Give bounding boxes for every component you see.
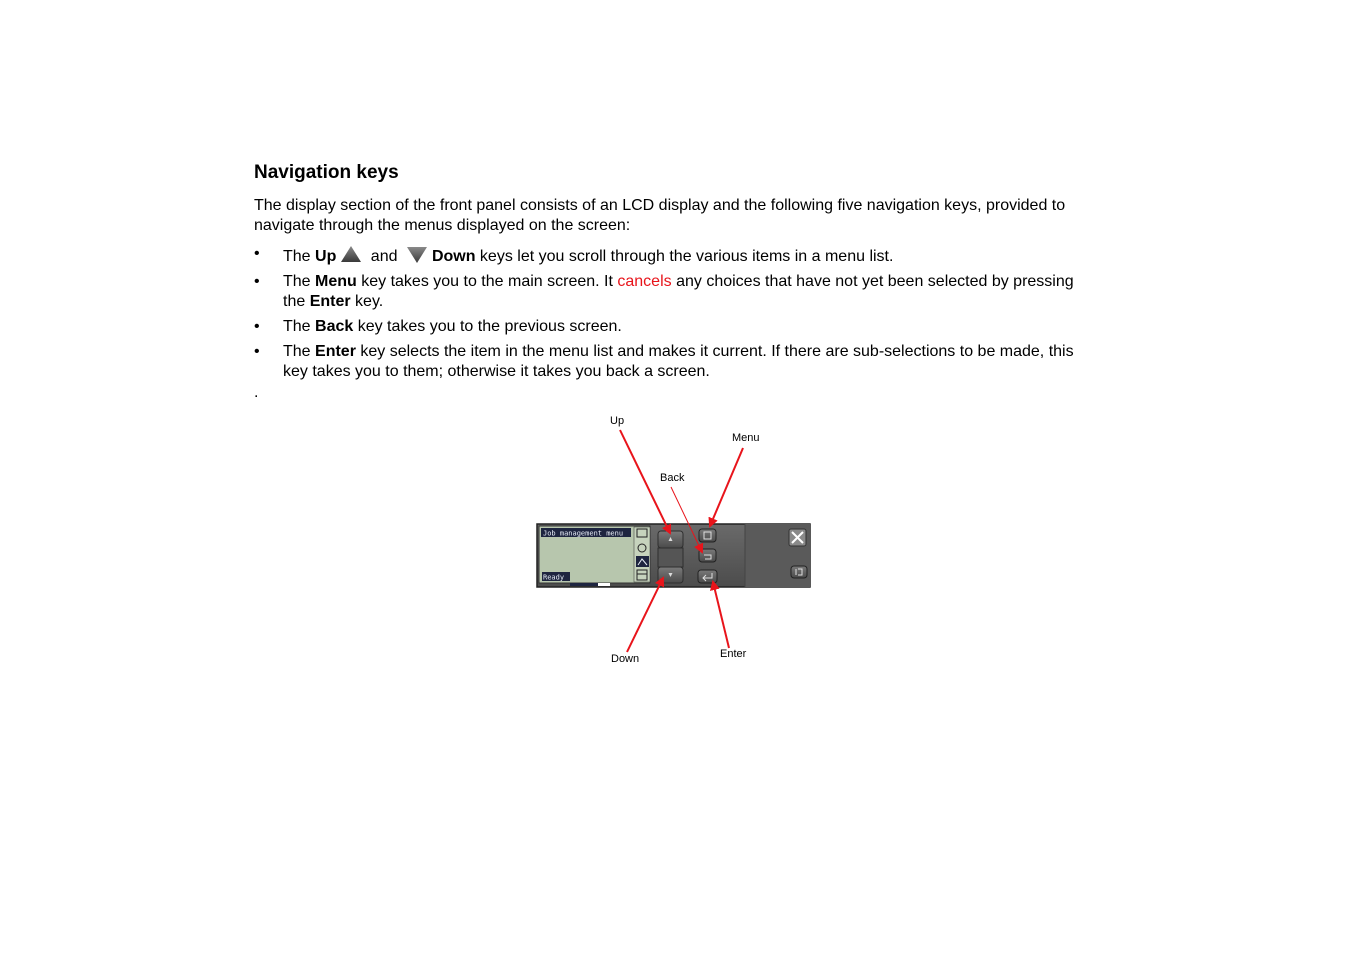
text-run: and [366,248,402,266]
text-run: The [283,343,316,360]
bullet-text [283,244,1098,270]
callout-up-label: Up [610,415,625,427]
bullet-item-up-down [254,244,1104,268]
bullet-marker: • [254,245,260,262]
callout-enter-label: Enter [720,648,747,660]
callout-back-label: Back [660,472,685,484]
lcd-display [539,526,650,586]
bullet-marker: • [254,343,260,360]
callout-down-arrow [627,578,663,652]
up-key-button[interactable] [658,531,683,548]
front-panel-drawing [520,410,840,690]
text-run: key takes you to the previous screen. [353,318,622,335]
bullet-item-menu [254,272,1104,312]
menu-key-button[interactable] [699,529,716,542]
highlighted-term: cancels [617,273,672,290]
bold-key-term: Enter [309,293,351,310]
intro-paragraph: The display section of the front panel consists of an LCD display and the following five navigation keys, provided to navigate through the menus displayed on the screen: [254,197,1066,234]
bold-key-term: Back [315,318,354,335]
text-run: key. [350,293,384,310]
bold-key-term: Up [315,248,337,266]
text-run: key takes you to the main screen. It [356,273,618,290]
bullet-text [283,272,1098,312]
callout-down-label: Down [611,653,640,665]
callout-enter-arrow [713,582,729,648]
text-run: any choices that have not yet been selected by pressing the [283,273,1074,310]
down-triangle-icon [406,244,428,270]
bold-key-term: Menu [315,273,357,290]
bold-key-term: Down [431,248,476,266]
front-panel-figure [520,410,840,690]
enter-key-button[interactable] [698,570,717,583]
bullet-item-back [254,317,1104,337]
callout-menu-label: Menu [732,432,760,444]
text-run: The [283,248,316,266]
lcd-status-text: Ready [543,573,565,582]
bullet-item-enter [254,342,1104,382]
text-run: The [283,273,316,290]
scroll-key-divider [658,548,683,567]
up-triangle-icon [340,244,362,270]
bullet-marker: • [254,318,260,335]
lcd-sideicon-paper-icon [636,556,649,567]
text-run: keys let you scroll through the various items in a menu list. [475,248,894,266]
bold-key-term: Enter [315,343,356,360]
text-run: key selects the item in the menu list and makes it current. If there are sub-selections to be made, this key takes you to them; otherwise it takes you back a screen. [283,343,1074,380]
section-heading: Navigation keys [254,162,399,183]
bullet-marker: • [254,273,260,290]
cancel-key-button[interactable] [789,529,806,546]
callout-menu-arrow [710,448,743,526]
lcd-title-text: Job management menu [543,529,624,538]
trailing-period: . [254,384,259,401]
power-key-button[interactable] [791,566,807,578]
bullet-text [283,317,1098,337]
bullet-text [283,342,1098,382]
callout-up-arrow [620,430,670,533]
text-run: The [283,318,316,335]
